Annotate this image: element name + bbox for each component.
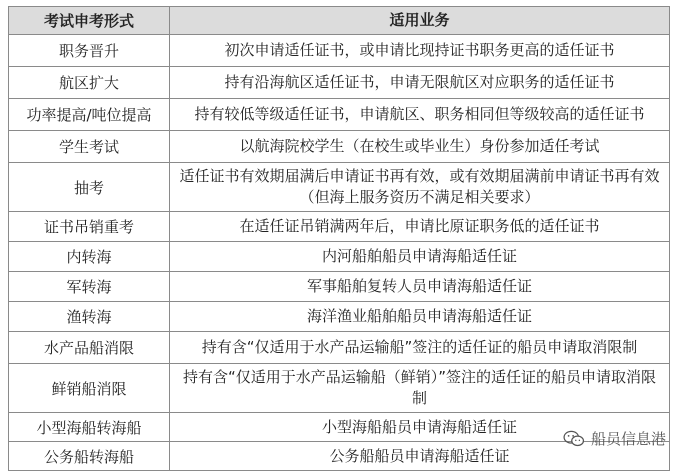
exam-form-cell: 军转海 [9, 272, 170, 301]
table-row [9, 242, 669, 272]
table-header-row [9, 7, 669, 35]
business-cell: 持有含“仅适用于水产品运输船”签注的适任证的船员申请取消限制 [201, 338, 638, 356]
business-cell: 小型海船船员申请海船适任证 [321, 417, 517, 436]
exam-form-cell: 抽考 [9, 163, 170, 211]
table-row [9, 99, 669, 131]
business-cell: 持有较低等级适任证书，申请航区、职务相同但等级较高的适任证书 [194, 105, 645, 123]
table-row [9, 302, 669, 332]
business-cell: 海洋渔业船舶船员申请海船适任证 [306, 307, 532, 325]
table-row [9, 131, 669, 163]
header-exam-form: 考试申考形式 [9, 7, 170, 34]
watermark-text: 船员信息港 [590, 430, 666, 448]
table-row [9, 212, 669, 242]
wechat-icon [563, 430, 585, 448]
exam-form-cell: 鲜销船消限 [9, 364, 170, 412]
exam-forms-table [8, 6, 670, 471]
business-cell: 持有含“仅适用于水产品运输船（鲜销）”签注的适任证的船员申请取消限制 [182, 368, 657, 407]
exam-form-cell: 内转海 [9, 242, 170, 271]
business-cell: 军事船舶复转人员申请海船适任证 [306, 277, 532, 295]
table-row [9, 67, 669, 99]
table-row [9, 364, 669, 413]
exam-form-cell: 证书吊销重考 [9, 212, 170, 241]
exam-form-cell: 学生考试 [9, 131, 170, 162]
exam-form-cell: 小型海船转海船 [9, 413, 170, 441]
business-cell: 内河船舶船员申请海船适任证 [321, 247, 517, 265]
exam-form-cell: 渔转海 [9, 302, 170, 331]
table-row [9, 35, 669, 67]
exam-form-cell: 航区扩大 [9, 67, 170, 98]
table-row [9, 163, 669, 212]
exam-form-cell: 职务晋升 [9, 35, 170, 66]
watermark [563, 428, 666, 449]
exam-form-cell: 公务船转海船 [9, 442, 170, 470]
business-cell: 以航海院校学生（在校生或毕业生）身份参加适任考试 [239, 137, 600, 155]
business-cell: 在适任证吊销满两年后，申请比原证职务低的适任证书 [239, 217, 600, 235]
business-cell: 初次申请适任证书，或申请比现持证书职务更高的适任证书 [224, 41, 615, 59]
exam-form-cell: 水产品船消限 [9, 332, 170, 363]
business-cell: 适任证书有效期届满后申请证书再有效，或有效期届满前申请证书再有效（但海上服务资历不满足相关要求） [179, 167, 660, 206]
business-cell: 持有沿海航区适任证书，申请无限航区对应职务的适任证书 [224, 73, 615, 91]
table-row [9, 332, 669, 364]
business-cell: 公务船船员申请海船适任证 [329, 446, 510, 465]
exam-form-cell: 功率提高/吨位提高 [9, 99, 170, 130]
header-applicable-business: 适用业务 [389, 11, 450, 29]
table-row [9, 272, 669, 302]
